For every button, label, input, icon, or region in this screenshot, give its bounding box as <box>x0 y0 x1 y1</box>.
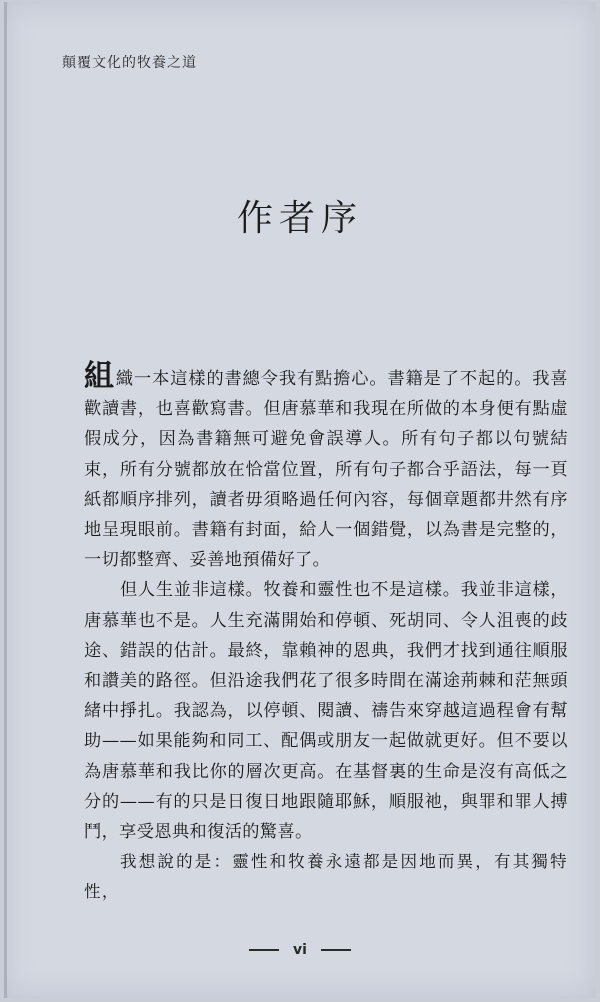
paragraph-2: 但人生並非這樣。牧養和靈性也不是這樣。我並非這樣，唐慕華也不是。人生充滿開始和停頓、死胡同、令人沮喪的歧途、錯誤的估計。最終，靠賴神的恩典，我們才找到通往順服和讚美的路徑。但沿途我們花了很多時間在滿途荊棘和茫無頭緒中掙扎。我認為，以停頓、閱讀、禱告來穿越這過程會有幫助——如果能夠和同工、配偶或朋友一起做就更好。但不要以為唐慕華和我比你的層次更高。在基督裏的生命是沒有高低之分的——有的只是日復日地跟隨耶穌，順服祂，與罪和罪人搏鬥，享受恩典和復活的驚喜。 <box>84 580 568 843</box>
page-footer <box>4 942 596 958</box>
chapter-title: 作者序 <box>236 198 363 239</box>
running-header: 顛覆文化的牧養之道 <box>62 55 197 71</box>
paragraph-1-text: 織一本這樣的書總令我有點擔心。書籍是了不起的。我喜歡讀書，也喜歡寫書。但唐慕華和我現在所做的本身便有點虛假成分，因為書籍無可避免會誤導人。所有句子都以句號結束，所有分號都放在恰當位置，所有句子都合乎語法，每一頁紙都順序排列，讀者毋須略過任何內容，每個章題都井然有序地呈現眼前。書籍有封面，給人一個錯覺，以為書是完整的，一切都整齊、妥善地預備好了。 <box>84 369 568 571</box>
body-text <box>84 359 568 908</box>
book-page <box>4 2 596 998</box>
footer-rule-left <box>249 949 279 951</box>
footer-rule-right <box>321 949 351 951</box>
drop-cap: 組 <box>84 359 115 394</box>
page-edge <box>4 2 7 998</box>
paragraph-1 <box>84 359 568 575</box>
paragraph-3: 我想說的是：靈性和牧養永遠都是因地而異，有其獨特性， <box>84 852 568 902</box>
page-number: vi <box>293 942 307 958</box>
